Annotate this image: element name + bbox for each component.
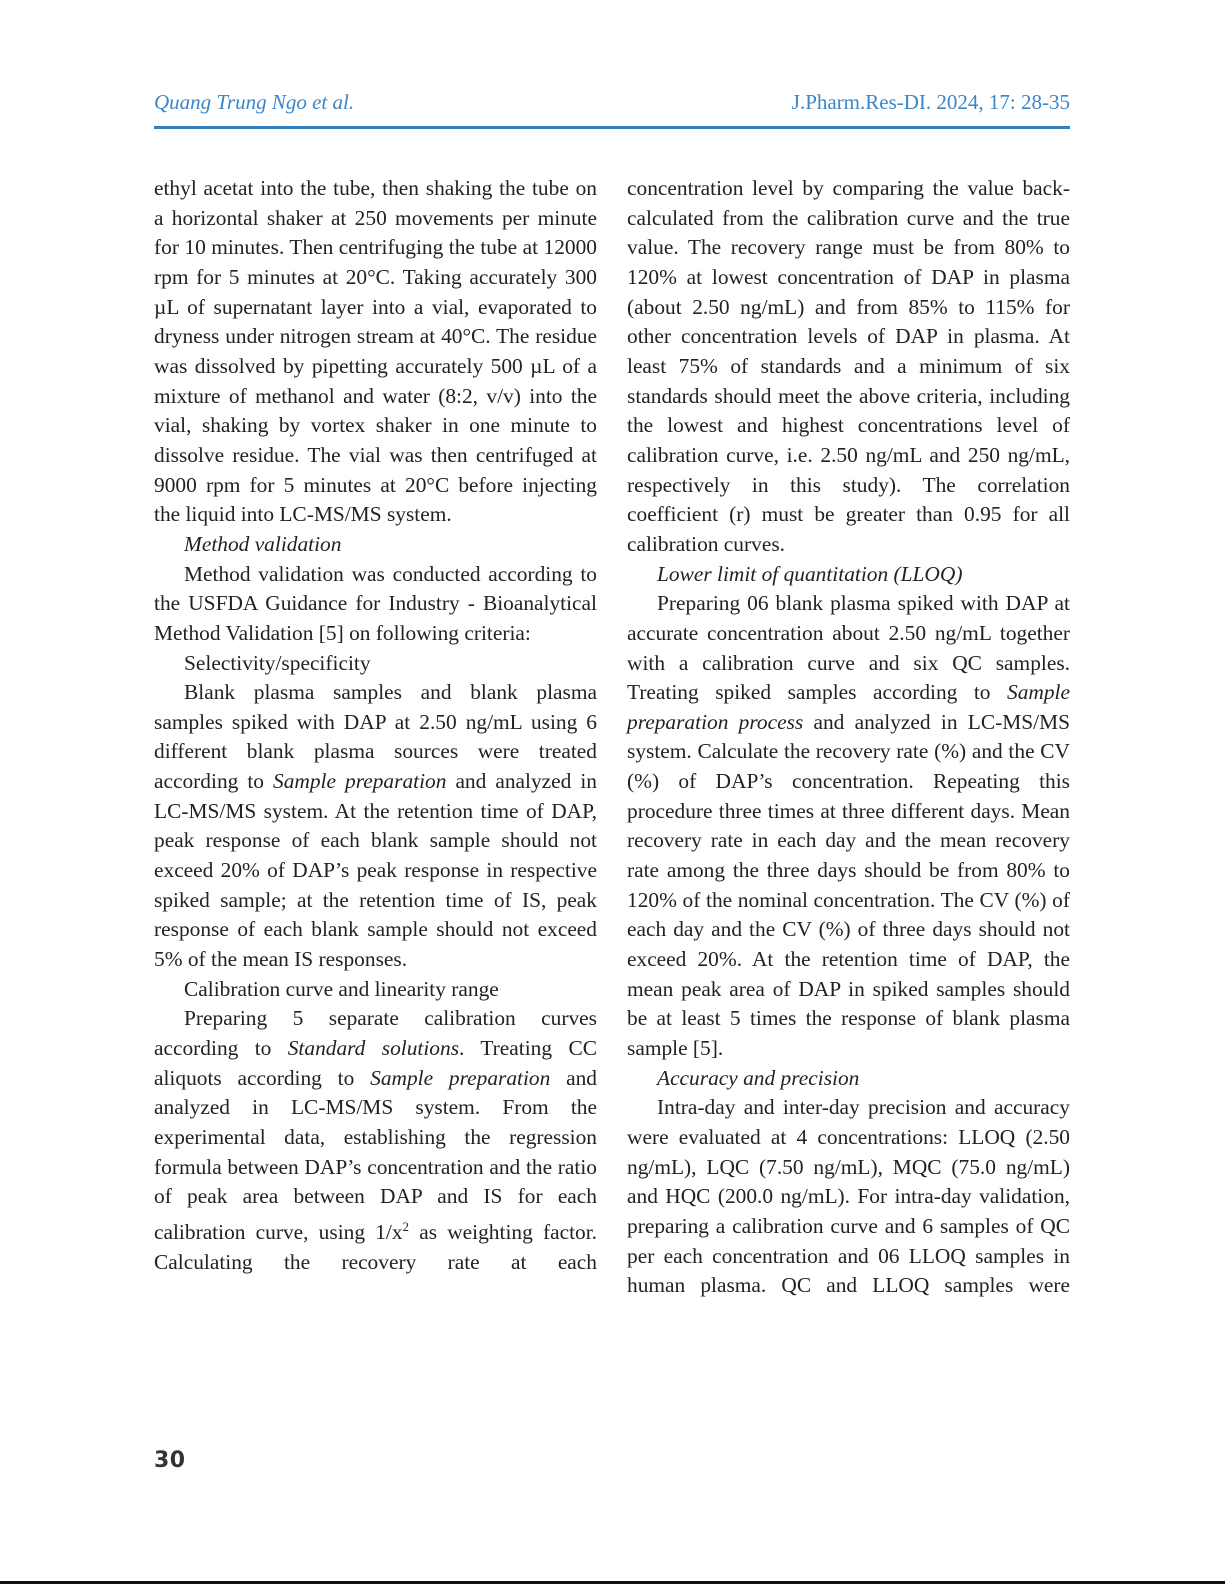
heading-calibration-curve: Calibration curve and linearity range: [184, 976, 499, 1001]
heading-selectivity: Selectivity/specificity: [184, 650, 371, 675]
paragraph-calibration-curve: [154, 1004, 597, 1277]
paragraph-method-validation: Method validation was conducted according to the USFDA Guidance for Industry - Bioanalytical Method Validation [5] on following criteria:: [154, 561, 597, 645]
text-run: and analyzed in LC-MS/MS system. From the experimental data, establishing the regression formula between DAP’s concentration and the ratio of peak area between DAP and IS for each calibration curve, using 1/x: [154, 1065, 598, 1245]
italic-ref-sample-preparation: Sample preparation: [370, 1065, 551, 1090]
italic-ref-sample-preparation: Sample preparation: [273, 769, 447, 794]
text-run: as weighting factor. Calculating the recovery rate at each: [154, 1220, 597, 1274]
header-rule: [154, 126, 1070, 129]
page-number: 30: [154, 1448, 186, 1473]
left-column: [154, 174, 597, 1277]
italic-ref-sample-preparation-process: Sample preparation process: [627, 680, 1070, 734]
paragraph-calibration-continued: concentration level by comparing the value back-calculated from the calibration curve and the true value. The recovery range must be from 80% to 120% at lowest concentration of DAP in plasma (about 2.50 ng/mL) and from 85% to 115% for other concentration levels of DAP in plasma. At least 75% of standards and a minimum of six standards should meet the above criteria, including the lowest and highest concentrations level of calibration curve, i.e. 2.50 ng/mL and 250 ng/mL, respectively in this study). The correlation coefficient (r) must be greater than 0.95 for all calibration curves.: [627, 176, 1070, 556]
paragraph-selectivity: [154, 678, 597, 975]
superscript-2: 2: [402, 1218, 410, 1234]
heading-accuracy-precision: Accuracy and precision: [657, 1065, 860, 1090]
heading-lloq: Lower limit of quantitation (LLOQ): [657, 561, 963, 586]
text-run: Preparing 06 blank plasma spiked with DAP at accurate concentration about 2.50 ng/mL together with a calibration curve and six QC samples. Treating spiked samples according to: [627, 591, 1070, 705]
heading-method-validation: Method validation: [184, 531, 342, 556]
bottom-border: [0, 1581, 1225, 1584]
italic-ref-standard-solutions: Standard solutions: [287, 1036, 460, 1061]
text-run: and analyzed in LC-MS/MS system. At the retention time of DAP, peak response of each blank sample should not exceed 20% of DAP’s peak response in respective spiked sample; at the retention time of IS, peak response of each blank sample should not exceed 5% of the mean IS responses.: [154, 769, 598, 972]
header-authors: Quang Trung Ngo et al.: [154, 90, 355, 114]
right-column: [627, 174, 1070, 1301]
text-run: . Treating CC aliquots according to: [154, 1036, 597, 1090]
text-run: and analyzed in LC-MS/MS system. Calculate the recovery rate (%) and the CV (%) of DAP’s concentration. Repeating this procedure three times at three different days. Mean recovery rate in each day and the mean recovery rate among the three days should be from 80% to 120% of the nominal concentration. The CV (%) of each day and the CV (%) of three days should not exceed 20%. At the retention time of DAP, the mean peak area of DAP in spiked samples should be at least 5 times the response of blank plasma sample [5].: [627, 709, 1070, 1061]
paragraph-accuracy-precision: Intra-day and inter-day precision and accuracy were evaluated at 4 concentrations: LLOQ (2.50 ng/mL), LQC (7.50 ng/mL), MQC (75.0 ng/mL) and HQC (200.0 ng/mL). For intra-day validation, preparing a calibration curve and 6 samples of QC per each concentration and 06 LLOQ samples in human plasma. QC and LLOQ samples were: [627, 1095, 1070, 1298]
paragraph-extraction-continued: ethyl acetat into the tube, then shaking the tube on a horizontal shaker at 250 movements per minute for 10 minutes. Then centrifuging the tube at 12000 rpm for 5 minutes at 20°C. Taking accurately 300 µL of supernatant layer into a vial, evaporated to dryness under nitrogen stream at 40°C. The residue was dissolved by pipetting accurately 500 µL of a mixture of methanol and water (8:2, v/v) into the vial, shaking by vortex shaker in one minute to dissolve residue. The vial was then centrifuged at 9000 rpm for 5 minutes at 20°C before injecting the liquid into LC-MS/MS system.: [154, 176, 597, 527]
running-header: [154, 88, 1070, 128]
text-run: Blank plasma samples and blank plasma samples spiked with DAP at 2.50 ng/mL using 6 different blank plasma sources were treated according to: [154, 680, 597, 794]
header-citation: J.Pharm.Res-DI. 2024, 17: 28-35: [791, 90, 1070, 114]
text-run: Preparing 5 separate calibration curves according to: [154, 1006, 597, 1061]
paragraph-lloq: [627, 589, 1070, 1064]
